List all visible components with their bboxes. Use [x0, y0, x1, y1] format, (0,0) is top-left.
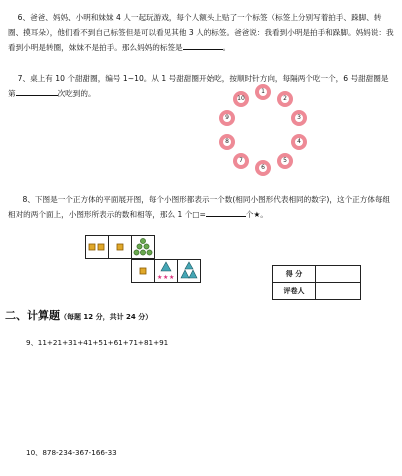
answer-blank-7[interactable] — [16, 86, 58, 96]
donut-label: 7 — [237, 157, 245, 165]
donut-8 — [219, 134, 235, 150]
score-table — [272, 265, 361, 300]
donut-label: 9 — [223, 114, 231, 122]
donut-label: 1 — [259, 88, 267, 96]
donut-label: 10 — [237, 95, 245, 102]
problem-9: 9、11+21+31+41+51+61+71+81+91 — [26, 338, 169, 347]
donut-6 — [255, 160, 271, 176]
cube-face-one-square — [108, 235, 132, 259]
cube-face-three-triangles — [177, 259, 201, 283]
donut-5 — [277, 153, 293, 169]
question-6-text: 6、爸爸、妈妈、小明和妹妹 4 人一起玩游戏，每个人额头上贴了一个标签（标签上分别写着拍手、跺脚、转圈、摸耳朵），他们看不到自己标签但是可以看见其他 3 人的标签。爸爸说：我看到小明是拍手和跺脚。妈妈说：我看到小明是转圈，妹妹不是拍手。那么妈妈的标签是 — [8, 13, 394, 52]
box-symbol: □ — [192, 210, 200, 219]
grader-cell[interactable] — [316, 283, 361, 300]
answer-blank-8[interactable] — [206, 207, 246, 217]
problem-10: 10、878-234-367-166-33 — [26, 448, 117, 457]
donut-label: 8 — [223, 138, 231, 146]
section-title — [5, 307, 152, 323]
donut-label: 5 — [281, 157, 289, 165]
section-note: （每题 12 分，共计 24 分） — [60, 313, 153, 321]
cube-net — [85, 233, 215, 285]
donut-9 — [219, 110, 235, 126]
cube-face-triangles-stars — [154, 259, 178, 283]
donut-10 — [233, 91, 249, 107]
grader-label: 评卷人 — [273, 283, 316, 300]
cube-face-six-circles — [131, 235, 155, 259]
donut-label: 2 — [281, 95, 289, 103]
svg-text:★: ★ — [169, 274, 175, 281]
donut-label: 6 — [259, 164, 267, 172]
donut-3 — [291, 110, 307, 126]
score-label: 得 分 — [273, 266, 316, 283]
svg-text:★: ★ — [157, 274, 163, 281]
question-8-text: 8、下图是一个正方体的平面展开图，每个小图形都表示一个数(相同小图形代表相同的数字)，这个正方体每组相对的两个面上，小图形所表示的数和相等，那么 1 个 — [8, 195, 391, 219]
donut-4 — [291, 134, 307, 150]
donut-ring — [210, 80, 320, 180]
question-7: 7、桌上有 10 个甜甜圈，编号 1~10。从 1 号甜甜圈开始吃，按顺时针方向，每隔两个吃一个，6 号甜甜圈是第 次吃到的。 — [8, 74, 389, 98]
svg-text:★: ★ — [163, 274, 169, 281]
star-symbol: ★ — [253, 210, 261, 219]
donut-1 — [255, 84, 271, 100]
donut-label: 4 — [295, 138, 303, 146]
donut-7 — [233, 153, 249, 169]
cube-face-two-squares — [85, 235, 109, 259]
question-8: 8、下图是一个正方体的平面展开图，每个小图形都表示一个数(相同小图形代表相同的数字)，这个正方体每组相对的两个面上，小图形所表示的数和相等，那么 1 个□= 个★。 — [8, 195, 391, 219]
section-heading: 二、计算题 — [5, 309, 60, 322]
donut-2 — [277, 91, 293, 107]
score-cell[interactable] — [316, 266, 361, 283]
answer-blank-6[interactable] — [183, 40, 223, 50]
question-7-text: 7、桌上有 10 个甜甜圈，编号 1~10。从 1 号甜甜圈开始吃，按顺时针方向，每隔两个吃一个，6 号甜甜圈是第 — [8, 74, 389, 98]
question-6: 6、爸爸、妈妈、小明和妹妹 4 人一起玩游戏，每个人额头上贴了一个标签（标签上分别写着拍手、跺脚、转圈、摸耳朵），他们看不到自己标签但是可以看见其他 3 人的标签。爸爸说：我看到小明是拍手和跺脚。妈妈说：我看到小明是转圈，妹妹不是拍手。那么妈妈的标签是 。 — [8, 13, 394, 52]
donut-label: 3 — [295, 114, 303, 122]
cube-face-one-square-lower — [131, 259, 155, 283]
